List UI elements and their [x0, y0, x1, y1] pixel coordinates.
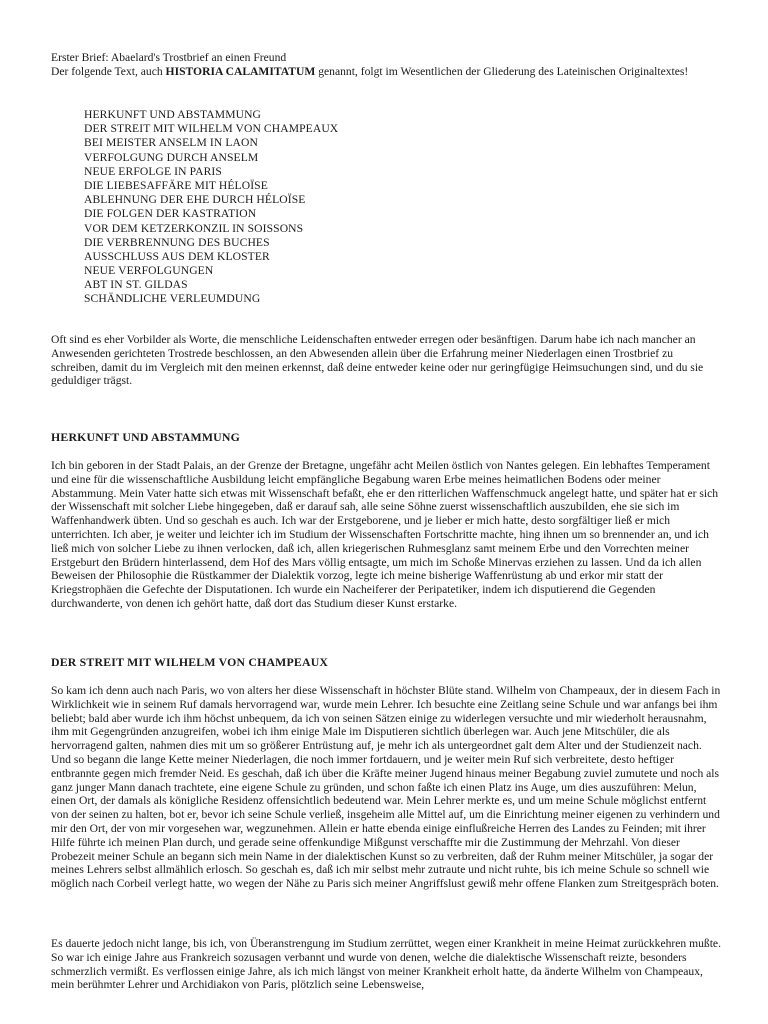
intro-text-before: Der folgende Text, auch [51, 65, 166, 78]
section-heading-herkunft: HERKUNFT UND ABSTAMMUNG [51, 430, 240, 444]
section-paragraph-streit-continued: Es dauerte jedoch nicht lange, bis ich, von Überanstrengung im Studium zerrüttet, wegen einer Krankheit in meine Heimat zurückkehren mußte. So war ich einige Jahre aus Frankreich sozusagen verbannt und wurde von denen, welche die dialektische Wissenschaft reizte, besonders schmerzlich vermißt. Es verflossen einige Jahre, als ich mich längst von meiner Krankheit erholt hatte, da änderte Wilhelm von Champeaux, mein berühmter Lehrer und Archidiakon von Paris, plötzlich seine Lebensweise, [51, 937, 721, 992]
toc-item: DER STREIT MIT WILHELM VON CHAMPEAUX [84, 122, 339, 136]
toc-item: NEUE ERFOLGE IN PARIS [84, 164, 222, 178]
preface-paragraph: Oft sind es eher Vorbilder als Worte, die menschliche Leidenschaften entweder erregen oder besänftigen. Darum habe ich nach mancher an Anwesenden gerichteten Trostrede beschlossen, an den Abwesenden allein über die Erfahrung meiner Niederlagen einen Trostbrief zu schreiben, damit du im Vergleich mit den meinen erkennst, daß deine entweder keine oder nur geringfügige Heimsuchungen sind, und du sie geduldiger trägst. [51, 333, 704, 388]
intro-text-after: genannt, folgt im Wesentlichen der Gliederung des Lateinischen Originaltextes! [315, 65, 689, 78]
toc-item: BEI MEISTER ANSELM IN LAON [84, 136, 258, 150]
document-title: Erster Brief: Abaelard's Trostbrief an einen Freund [51, 51, 287, 64]
toc-item: ABT IN ST. GILDAS [84, 278, 188, 292]
section-paragraph-herkunft: Ich bin geboren in der Stadt Palais, an der Grenze der Bretagne, ungefähr acht Meilen östlich von Nantes gelegen. Ein lebhaftes Temperament und eine für die wissenschaftliche Ausbildung leicht empfängliche Begabung waren Erbe meines heimatlichen Bodens oder meiner Abstammung. Mein Vater hatte sich etwas mit Wissenschaft befaßt, ehe er den ritterlichen Waffenschmuck angelegt hatte, und später hat er sich der Wissenschaft mit solcher Liebe hingegeben, daß er darauf sah, alle seine Söhne zuerst wissenschaftlich auszubilden, ehe sie sich im Waffenhandwerk übten. Und so geschah es auch. Ich war der Erstgeborene, und je lieber er mich hatte, desto sorgfältiger ließ er mich unterrichten. Ich aber, je weiter und leichter ich im Studium der Wissenschaften Fortschritte machte, hing ihnen um so brennender an, und ich ließ mich von solcher Liebe zu ihnen verlocken, daß ich, allen kriegerischen Ruhmesglanz samt meinem Erbe und den Vorrechten meiner Erstgeburt den Brüdern hinterlassend, dem Hof des Mars völlig entsagte, um mich im Schoße Minervas erziehen zu lassen. Und da ich allen Beweisen der Philosophie die Rüstkammer der Dialektik vorzog, legte ich meine bisherige Waffenrüstung ab und erkor mir statt der Kriegstrophäen die Gefechte der Disputationen. Ich wurde ein Nacheiferer der Peripatetiker, indem ich disputierend die Gegenden durchwanderte, von denen ich gehört hatte, daß dort das Studium dieser Kunst erstarke. [51, 459, 719, 610]
toc-item: HERKUNFT UND ABSTAMMUNG [84, 108, 262, 121]
toc-item: ABLEHNUNG DER EHE DURCH HÉLOÏSE [84, 193, 306, 207]
intro-bold-title: HISTORIA CALAMITATUM [165, 65, 316, 78]
toc-item: AUSSCHLUSS AUS DEM KLOSTER [84, 249, 270, 263]
toc-item: DIE LIEBESAFFÄRE MIT HÉLOÏSE [84, 178, 268, 192]
toc-item: DIE VERBRENNUNG DES BUCHES [84, 235, 270, 249]
toc-item: VOR DEM KETZERKONZIL IN SOISSONS [84, 221, 304, 235]
section-heading-streit: DER STREIT MIT WILHELM VON CHAMPEAUX [51, 655, 329, 669]
toc-item: VERFOLGUNG DURCH ANSELM [84, 150, 259, 164]
table-of-contents [84, 108, 338, 307]
intro-paragraph [51, 65, 721, 79]
toc-item: DIE FOLGEN DER KASTRATION [84, 207, 257, 221]
toc-item: SCHÄNDLICHE VERLEUMDUNG [84, 292, 261, 306]
toc-item: NEUE VERFOLGUNGEN [84, 264, 214, 278]
section-paragraph-streit: So kam ich denn auch nach Paris, wo von alters her diese Wissenschaft in höchster Blüte stand. Wilhelm von Champeaux, der in diesem Fach in Wirklichkeit wie in seinem Ruf damals hervorragend war, wurde mein Lehrer. Ich besuchte eine Zeitlang seine Schule und war anfangs bei ihm beliebt; bald aber wurde ich ihm höchst unbequem, da ich von seinen Sätzen einige zu widerlegen versuchte und mir wiederholt herausnahm, ihm mit Gegengründen anzugreifen, wobei ich ihm einige Male im Disputieren sichtlich überlegen war. Auch jene Mitschüler, die als hervorragend galten, nahmen dies mit um so größerer Entrüstung auf, je mehr ich als untergeordnet galt dem Alter und der Studienzeit nach. Und so begann die lange Kette meiner Niederlagen, die noch immer fortdauern, und je weiter mein Ruf sich verbreitete, desto heftiger entbrannte gegen mich fremder Neid. Es geschah, daß ich über die Kräfte meiner Jugend hinaus meiner Begabung zuviel zumutete und noch als ganz junger Mann danach trachtete, eine eigene Schule zu gründen, und schon faßte ich einen Platz ins Auge, um dies auszuführen: Melun, einen Ort, der damals als königliche Residenz offensichtlich bedeutend war. Mein Lehrer merkte es, und um meine Schule möglichst entfernt von der seinen zu halten, bot er, bevor ich seine Schule verließ, insgeheim alle Mittel auf, um die Einrichtung meiner eigenen zu verhindern und mir den Ort, der von mir vorgesehen war, wegzunehmen. Allein er hatte ebenda einige einflußreiche Herren des Landes zu Feinden; mit ihrer Hilfe führte ich meinen Plan durch, und gerade seine offenkundige Mißgunst verschaffte mir die Zustimmung der Mehrzahl. Von dieser Probezeit meiner Schule an begann sich mein Name in der dialektischen Kunst so zu verbreiten, daß der Ruhm meiner Mitschüler, ja sogar der meines Lehrers selbst allmählich erlosch. So geschah es, daß ich mir selbst mehr zutraute und nicht ruhte, bis ich meine Schule so schnell wie möglich nach Corbeil verlegt hatte, wo wegen der Nähe zu Paris sich meiner Angriffslust gewiß mehr offene Flanken zum Streitgespräch boten. [51, 684, 721, 891]
